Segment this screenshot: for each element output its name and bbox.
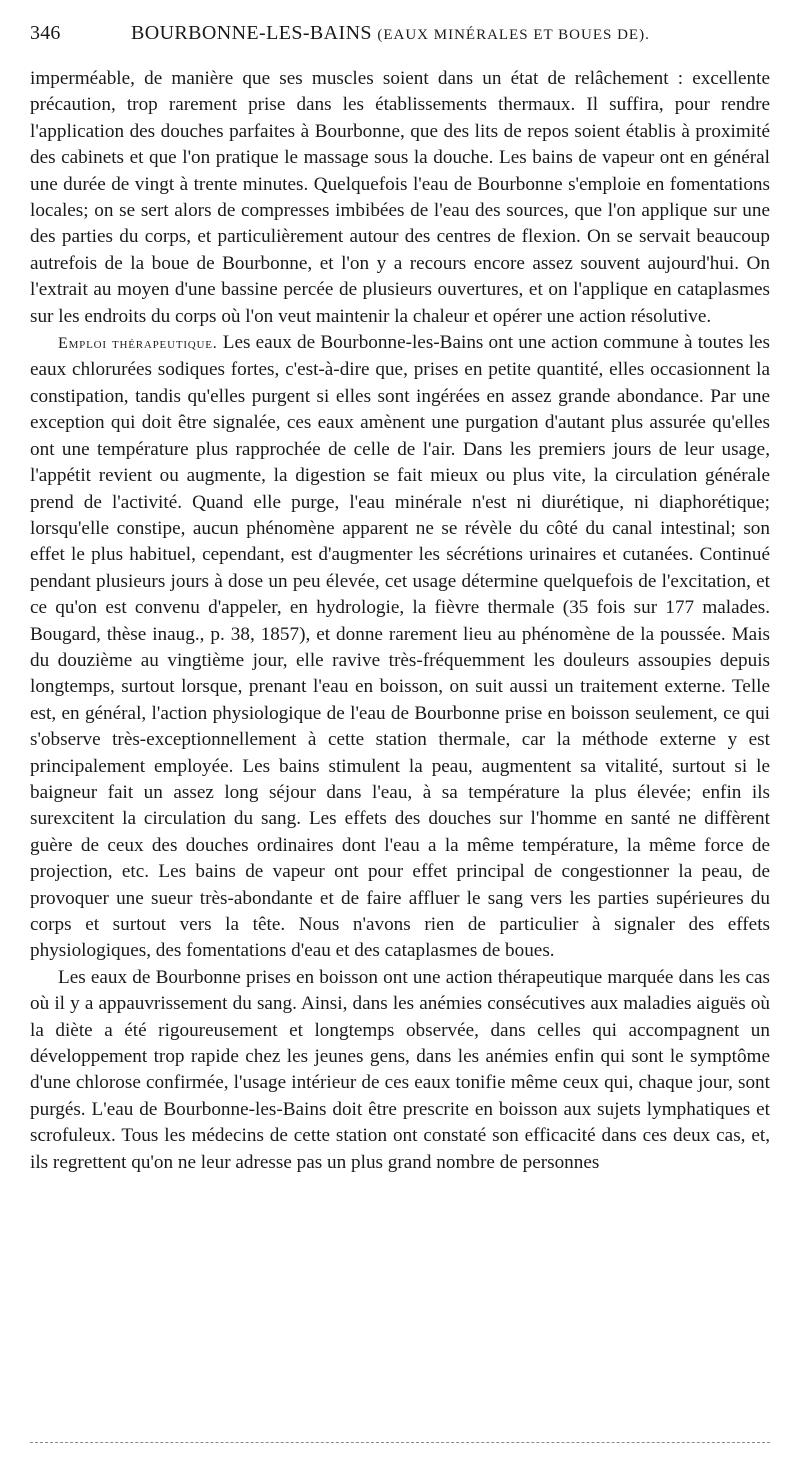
paragraph-therapeutic-text: Les eaux de Bourbonne-les-Bains ont une action commune à toutes les eaux chlorurées sodiques fortes, c'est-à-dire que, prises en petite quantité, elles occasionnent la constipation, tandis qu'elles purgent si elles sont ingérées en assez grande abondance. Par une exception qui doit être signalée, ces eaux amènent une purgation d'autant plus assurée qu'elles ont une température plus rapprochée de celle de l'air. Dans les premiers jours de leur usage, l'appétit revient ou augmente, la digestion se fait mieux ou plus vite, la circulation générale prend de l'activité. Quand elle purge, l'eau minérale n'est ni diurétique, ni diaphorétique; lorsqu'elle constipe, aucun phénomène apparent ne se révèle du côté du canal intestinal; son effet le plus habituel, cependant, est d'augmenter les sécrétions urinaires et cutanées. Continué pendant plusieurs jours à dose un peu élevée, cet usage détermine quelquefois de l'excitation, et ce qu'on est convenu d'appeler, en hydrologie, la fièvre thermale (35 fois sur 177 malades. Bougard, thèse inaug., p. 38, 1857), et donne rarement lieu au phénomène de la poussée. Mais du douzième au vingtième jour, elle ravive très-fréquemment les douleurs assoupies depuis longtemps, surtout lorsque, prenant l'eau en boisson, on suit aussi un traitement externe. Telle est, en général, l'action physiologique de l'eau de Bourbonne prise en boisson seulement, ce qui s'observe très-exceptionnellement à cette station thermale, car la méthode externe y est principalement employée. Les bains stimulent la peau, augmentent sa vitalité, surtout si le baigneur fait un assez long séjour dans l'eau, à sa température la plus élevée; enfin ils surexcitent la circulation du sang. Les effets des douches sur l'homme en santé ne diffèrent guère de ceux des douches ordinaires dont l'eau a la même température, la même force de projection, etc. Les bains de vapeur ont pour effet principal de congestionner la peau, de provoquer une sueur très-abondante et de faire affluer le sang vers les parties supérieures du corps et surtout vers la tête. Nous n'avons rien de particulier à signaler des effets physiologiques, des fomentations d'eau et des cataplasmes de boues.	[30, 332, 771, 962]
section-label: Emploi thérapeutique.	[58, 335, 218, 353]
document-page	[30, 22, 770, 1176]
paragraph-drinking-cure: Les eaux de Bourbonne prises en boisson ont une action thérapeutique marquée dans les cas où il y a appauvrissement du sang. Ainsi, dans les anémies consécutives aux maladies aiguës où la diète a été rigoureusement et longtemps observée, dans celles qui accompagnent un développement trop rapide chez les jeunes gens, dans les anémies enfin qui sont le symptôme d'une chlorose confirmée, l'usage intérieur de ces eaux tonifie même ceux qui, chaque jour, sont purgés. L'eau de Bourbonne-les-Bains doit être prescrite en boisson aux sujets lymphatiques et scrofuleux. Tous les médecins de cette station ont constaté son efficacité dans ces deux cas, et, ils regrettent qu'on ne leur adresse pas un plus grand nombre de personnes	[30, 966, 770, 1173]
article-body	[30, 66, 770, 1176]
paragraph-therapeutic-use	[30, 330, 770, 965]
running-header	[30, 22, 770, 66]
running-title-subtitle: (EAUX MINÉRALES ET BOUES DE).	[377, 27, 650, 43]
page-number: 346	[30, 22, 61, 44]
running-title-main: BOURBONNE-LES-BAINS	[131, 22, 372, 44]
footer-divider	[30, 1442, 770, 1443]
running-title	[131, 22, 650, 45]
paragraph-continued: imperméable, de manière que ses muscles soient dans un état de relâchement : excellente précaution, trop rarement prise dans les établissements thermaux. Il suffira, pour rendre l'application des douches parfaites à Bourbonne, que des lits de repos soient établis à proximité des cabinets et que l'on pratique le massage sous la douche. Les bains de vapeur ont en général une durée de vingt à trente minutes. Quelquefois l'eau de Bourbonne s'emploie en fomentations locales; on se sert alors de compresses imbibées de l'eau des sources, que l'on applique sur une des parties du corps, et particulièrement autour des centres de flexion. On se servait beaucoup autrefois de la boue de Bourbonne, et l'on y a recours encore assez souvent aujourd'hui. On l'extrait au moyen d'une bassine percée de plusieurs ouvertures, et on l'applique en cataplasmes sur les endroits du corps où l'on veut maintenir la chaleur et opérer une action résolutive.	[30, 68, 770, 327]
